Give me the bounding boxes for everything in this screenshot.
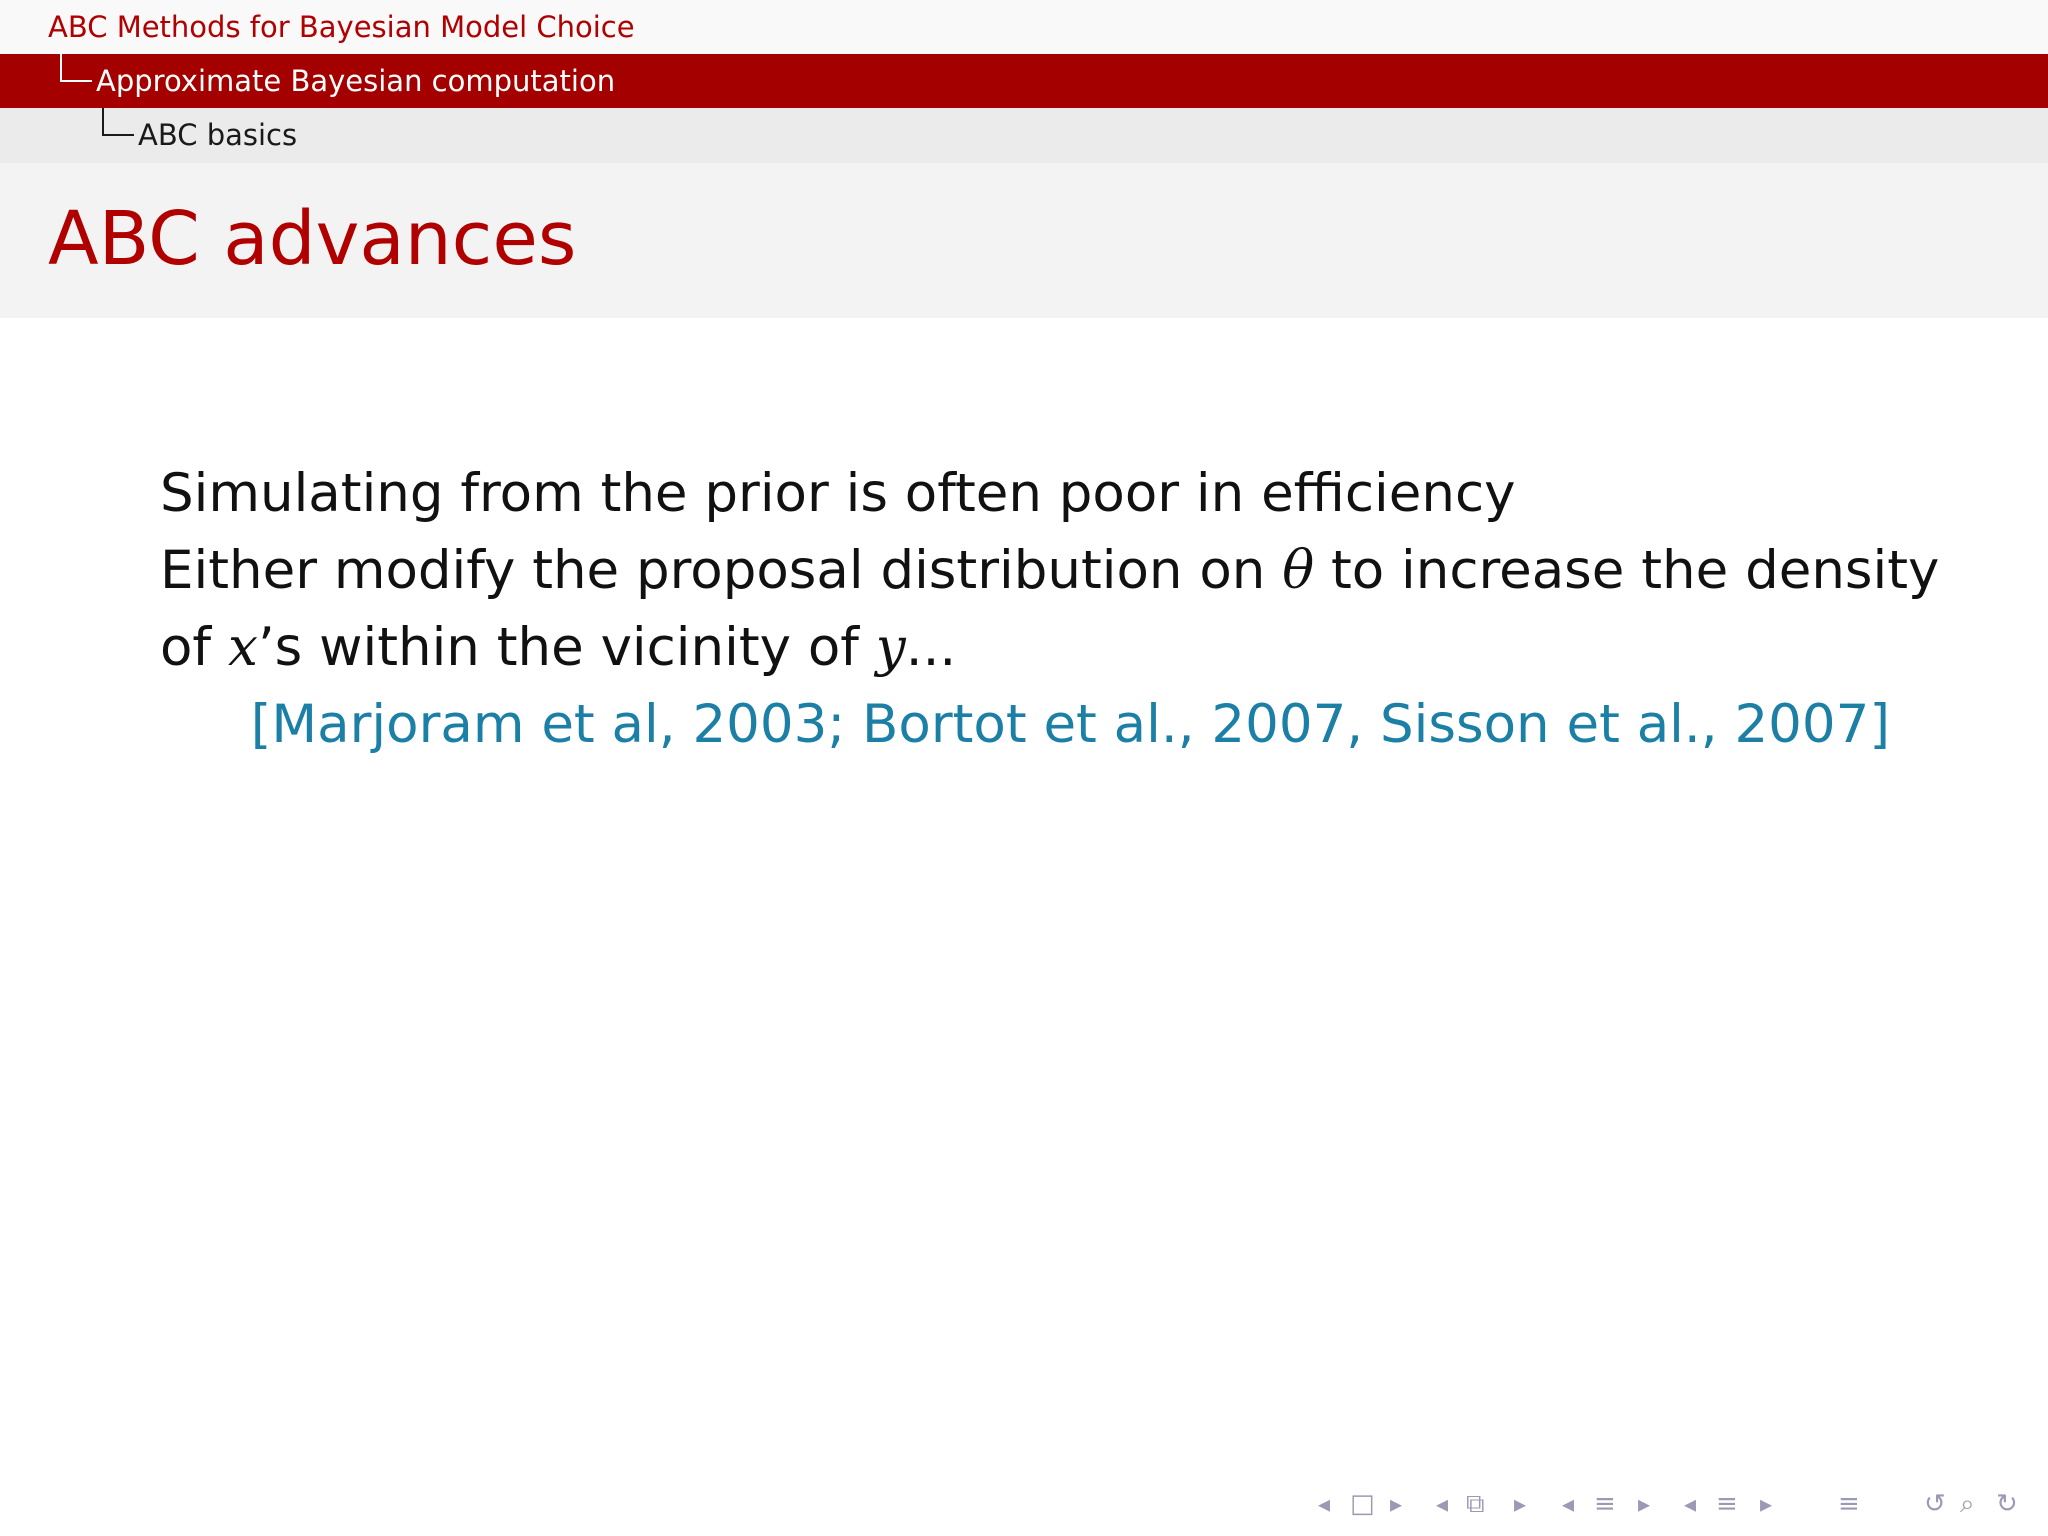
math-y: y bbox=[875, 617, 906, 678]
arrow-right-icon[interactable]: ▸ bbox=[1760, 1490, 1773, 1518]
body-line-3 bbox=[160, 609, 1890, 686]
header-subsubsection-link[interactable]: ABC basics bbox=[138, 118, 298, 152]
body-text: to increase the density bbox=[1314, 540, 1940, 601]
search-icon[interactable]: ⌕ bbox=[1960, 1489, 1975, 1519]
body-line-1 bbox=[160, 455, 1890, 532]
body-text: ’s within the vicinity of bbox=[257, 617, 876, 678]
arrow-left-icon[interactable]: ◂ bbox=[1684, 1490, 1697, 1518]
slide-body bbox=[160, 455, 1940, 763]
body-text: of bbox=[160, 617, 228, 678]
arrow-right-icon[interactable]: ▸ bbox=[1514, 1490, 1527, 1518]
arrow-left-icon[interactable]: ◂ bbox=[1436, 1490, 1449, 1518]
tree-branch-icon bbox=[60, 54, 92, 82]
redo-icon[interactable]: ↻ bbox=[1996, 1489, 2018, 1519]
header-section-row bbox=[0, 0, 2048, 54]
header-subsubsection-row bbox=[0, 108, 2048, 163]
beamer-navigation-bar bbox=[0, 1484, 2048, 1524]
frame-title: ABC advances bbox=[48, 196, 577, 282]
header-subsection-row bbox=[0, 54, 2048, 108]
subsection-icon[interactable]: ⧉ bbox=[1466, 1489, 1485, 1519]
arrow-right-icon[interactable]: ▸ bbox=[1390, 1490, 1403, 1518]
body-line-2 bbox=[160, 532, 1940, 609]
arrow-left-icon[interactable]: ◂ bbox=[1562, 1490, 1575, 1518]
math-theta: θ bbox=[1282, 540, 1315, 601]
header-section-link[interactable]: ABC Methods for Bayesian Model Choice bbox=[48, 10, 635, 44]
body-text: Either modify the proposal distribution on bbox=[160, 540, 1283, 601]
frame-icon[interactable]: □ bbox=[1350, 1489, 1375, 1519]
undo-icon[interactable]: ↺ bbox=[1924, 1489, 1946, 1519]
citation bbox=[160, 686, 1890, 763]
section-icon[interactable]: ≡ bbox=[1594, 1489, 1616, 1519]
frame-title-band bbox=[0, 163, 2048, 318]
arrow-left-icon[interactable]: ◂ bbox=[1318, 1490, 1331, 1518]
arrow-right-icon[interactable]: ▸ bbox=[1638, 1490, 1651, 1518]
body-text: Simulating from the prior is often poor in efficiency bbox=[160, 463, 1516, 524]
document-icon[interactable]: ≡ bbox=[1716, 1489, 1738, 1519]
header-subsection-link[interactable]: Approximate Bayesian computation bbox=[96, 64, 616, 98]
align-icon[interactable]: ≡ bbox=[1838, 1489, 1860, 1519]
tree-branch-icon bbox=[102, 108, 134, 136]
body-text: ... bbox=[905, 617, 957, 678]
math-x: x bbox=[227, 617, 258, 678]
citation-link[interactable]: [Marjoram et al, 2003; Bortot et al., 2007, Sisson et al., 2007] bbox=[250, 694, 1890, 755]
